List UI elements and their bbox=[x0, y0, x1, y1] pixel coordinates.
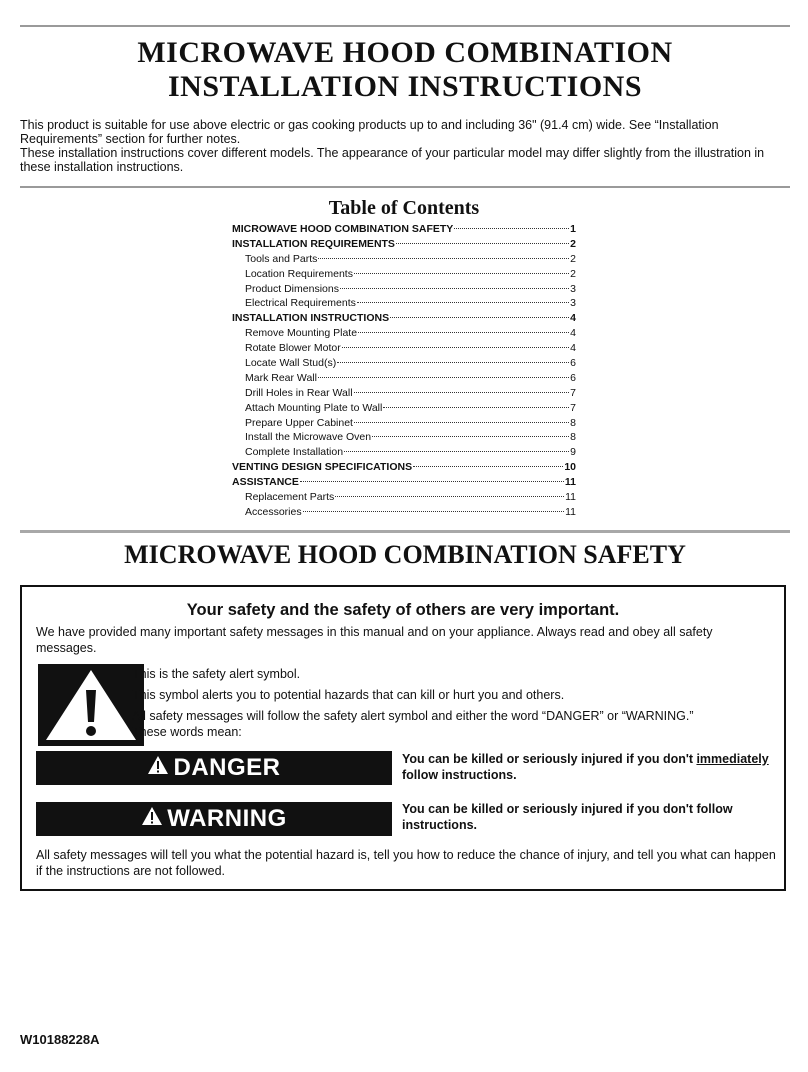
toc-entry-title: Accessories bbox=[245, 505, 302, 518]
danger-signal-bar bbox=[36, 751, 392, 785]
intro-rule bbox=[20, 186, 790, 188]
warning-label: WARNING bbox=[167, 805, 287, 832]
toc-leader-dots bbox=[318, 257, 569, 259]
toc-entry-title: Complete Installation bbox=[245, 446, 344, 459]
toc-entry-page: 8 bbox=[570, 416, 576, 429]
toc-entry-title: Remove Mounting Plate bbox=[245, 327, 358, 340]
document-title bbox=[20, 36, 790, 104]
toc-entry[interactable] bbox=[232, 222, 576, 237]
danger-description bbox=[402, 751, 778, 783]
toc-leader-dots bbox=[357, 301, 569, 303]
toc-leader-dots bbox=[372, 435, 569, 437]
danger-desc-part-1: You can be killed or seriously injured if you don't bbox=[402, 752, 697, 766]
safety-section-heading: MICROWAVE HOOD COMBINATION SAFETY bbox=[124, 540, 686, 569]
toc-entry-title: VENTING DESIGN SPECIFICATIONS bbox=[232, 461, 413, 474]
toc-leader-dots bbox=[342, 346, 569, 348]
alert-line-2: This symbol alerts you to potential hazards that can kill or hurt you and others. bbox=[132, 688, 565, 702]
toc-entry-page: 11 bbox=[564, 476, 576, 489]
toc-entry[interactable] bbox=[232, 296, 576, 311]
document-number: W10188228A bbox=[20, 1032, 100, 1047]
toc-entry-page: 2 bbox=[570, 237, 576, 250]
safety-box-intro: We have provided many important safety messages in this manual and on your appliance. Always read and obey all safety messages. bbox=[36, 625, 713, 655]
toc-entry-page: 3 bbox=[570, 282, 576, 295]
toc-entry[interactable] bbox=[232, 252, 576, 267]
toc-entry-page: 9 bbox=[570, 446, 576, 459]
alert-line-4: These words mean: bbox=[132, 725, 242, 739]
toc-entry-title: Tools and Parts bbox=[245, 252, 318, 265]
danger-alert-icon bbox=[147, 754, 169, 782]
toc-entry-page: 11 bbox=[565, 491, 576, 504]
toc-entry-title: MICROWAVE HOOD COMBINATION SAFETY bbox=[232, 223, 454, 235]
safety-box bbox=[20, 585, 786, 891]
toc-leader-dots bbox=[354, 391, 570, 393]
toc-entry[interactable] bbox=[232, 445, 576, 460]
toc-entry[interactable] bbox=[232, 416, 576, 431]
toc-entry-title: INSTALLATION REQUIREMENTS bbox=[232, 237, 395, 250]
intro-paragraph-1: This product is suitable for use above electric or gas cooking products up to and including 36" (91.4 cm) wide. See “Installation Requirements” section for further notes. bbox=[20, 118, 719, 146]
table-of-contents bbox=[232, 222, 576, 520]
toc-entry[interactable] bbox=[232, 505, 576, 520]
warning-description: You can be killed or seriously injured if you don't follow instructions. bbox=[402, 802, 733, 832]
alert-line-3: All safety messages will follow the safety alert symbol and either the word “DANGER” or “WARNING.” bbox=[132, 709, 694, 723]
intro-paragraph-2: These installation instructions cover different models. The appearance of your particular model may differ slightly from the illustration in these installation instructions. bbox=[20, 146, 765, 174]
toc-entry-page: 8 bbox=[570, 431, 576, 444]
toc-leader-dots bbox=[390, 316, 569, 318]
toc-entry[interactable] bbox=[232, 237, 576, 252]
toc-entry[interactable] bbox=[232, 326, 576, 341]
toc-entry-page: 3 bbox=[570, 297, 576, 310]
toc-entry[interactable] bbox=[232, 401, 576, 416]
toc-entry-page: 6 bbox=[570, 371, 576, 384]
toc-leader-dots bbox=[344, 450, 569, 452]
toc-entry-page: 4 bbox=[570, 327, 576, 340]
toc-leader-dots bbox=[337, 361, 569, 363]
toc-entry-title: Drill Holes in Rear Wall bbox=[245, 386, 353, 399]
toc-entry[interactable] bbox=[232, 267, 576, 282]
toc-entry[interactable] bbox=[232, 430, 576, 445]
toc-entry[interactable] bbox=[232, 282, 576, 297]
toc-leader-dots bbox=[396, 242, 569, 244]
title-line-2: INSTALLATION INSTRUCTIONS bbox=[167, 70, 642, 103]
toc-entry-title: Electrical Requirements bbox=[245, 297, 356, 310]
toc-entry-title: Rotate Blower Motor bbox=[245, 342, 341, 355]
toc-leader-dots bbox=[354, 421, 569, 423]
danger-desc-part-2: follow instructions. bbox=[402, 768, 517, 782]
toc-leader-dots bbox=[354, 272, 569, 274]
toc-leader-dots bbox=[340, 287, 569, 289]
toc-leader-dots bbox=[454, 227, 569, 229]
warning-triangle-icon bbox=[38, 664, 144, 746]
toc-entry-title: Locate Wall Stud(s) bbox=[245, 357, 337, 370]
toc-leader-dots bbox=[383, 406, 569, 408]
danger-label: DANGER bbox=[173, 754, 281, 781]
toc-entry[interactable] bbox=[232, 386, 576, 401]
toc-leader-dots bbox=[300, 480, 564, 482]
toc-entry[interactable] bbox=[232, 490, 576, 505]
safety-box-footer: All safety messages will tell you what the potential hazard is, tell you how to reduce the chance of injury, and tell you what can happen if the instructions are not followed. bbox=[36, 848, 776, 878]
toc-entry-page: 4 bbox=[570, 342, 576, 355]
toc-heading: Table of Contents bbox=[328, 197, 480, 219]
toc-entry[interactable] bbox=[232, 371, 576, 386]
toc-entry[interactable] bbox=[232, 311, 576, 326]
safety-alert-symbol bbox=[38, 664, 144, 746]
toc-entry-title: Product Dimensions bbox=[245, 282, 339, 295]
toc-entry-title: Install the Microwave Oven bbox=[245, 431, 372, 444]
toc-entry-page: 2 bbox=[570, 267, 576, 280]
toc-entry-title: Attach Mounting Plate to Wall bbox=[245, 401, 383, 414]
warning-signal-bar bbox=[36, 802, 392, 836]
toc-leader-dots bbox=[318, 376, 569, 378]
toc-entry[interactable] bbox=[232, 356, 576, 371]
toc-rule bbox=[20, 530, 790, 533]
toc-entry-title: ASSISTANCE bbox=[232, 476, 299, 489]
warning-alert-icon bbox=[141, 805, 163, 833]
toc-entry[interactable] bbox=[232, 341, 576, 356]
toc-entry-page: 6 bbox=[570, 357, 576, 370]
safety-box-heading: Your safety and the safety of others are very important. bbox=[186, 601, 620, 619]
top-rule bbox=[20, 25, 790, 27]
toc-entry-page: 11 bbox=[565, 505, 576, 518]
toc-leader-dots bbox=[413, 465, 563, 467]
toc-entry-title: Location Requirements bbox=[245, 267, 353, 280]
toc-entry-page: 7 bbox=[570, 401, 576, 414]
title-line-1: MICROWAVE HOOD COMBINATION bbox=[137, 36, 673, 69]
toc-leader-dots bbox=[335, 495, 564, 497]
toc-entry-title: Mark Rear Wall bbox=[245, 371, 317, 384]
toc-entry-page: 7 bbox=[570, 386, 576, 399]
toc-entry-page: 4 bbox=[570, 312, 576, 325]
toc-entry[interactable] bbox=[232, 475, 576, 490]
alert-line-1: This is the safety alert symbol. bbox=[132, 667, 301, 681]
toc-entry-page: 1 bbox=[570, 223, 576, 235]
toc-entry[interactable] bbox=[232, 460, 576, 475]
danger-desc-emphasis: immediately bbox=[696, 752, 769, 766]
toc-entry-title: INSTALLATION INSTRUCTIONS bbox=[232, 312, 390, 325]
toc-entry-title: Prepare Upper Cabinet bbox=[245, 416, 353, 429]
toc-leader-dots bbox=[303, 510, 564, 512]
toc-entry-title: Replacement Parts bbox=[245, 491, 335, 504]
toc-entry-page: 2 bbox=[570, 252, 576, 265]
toc-leader-dots bbox=[358, 331, 569, 333]
toc-entry-page: 10 bbox=[564, 461, 576, 474]
